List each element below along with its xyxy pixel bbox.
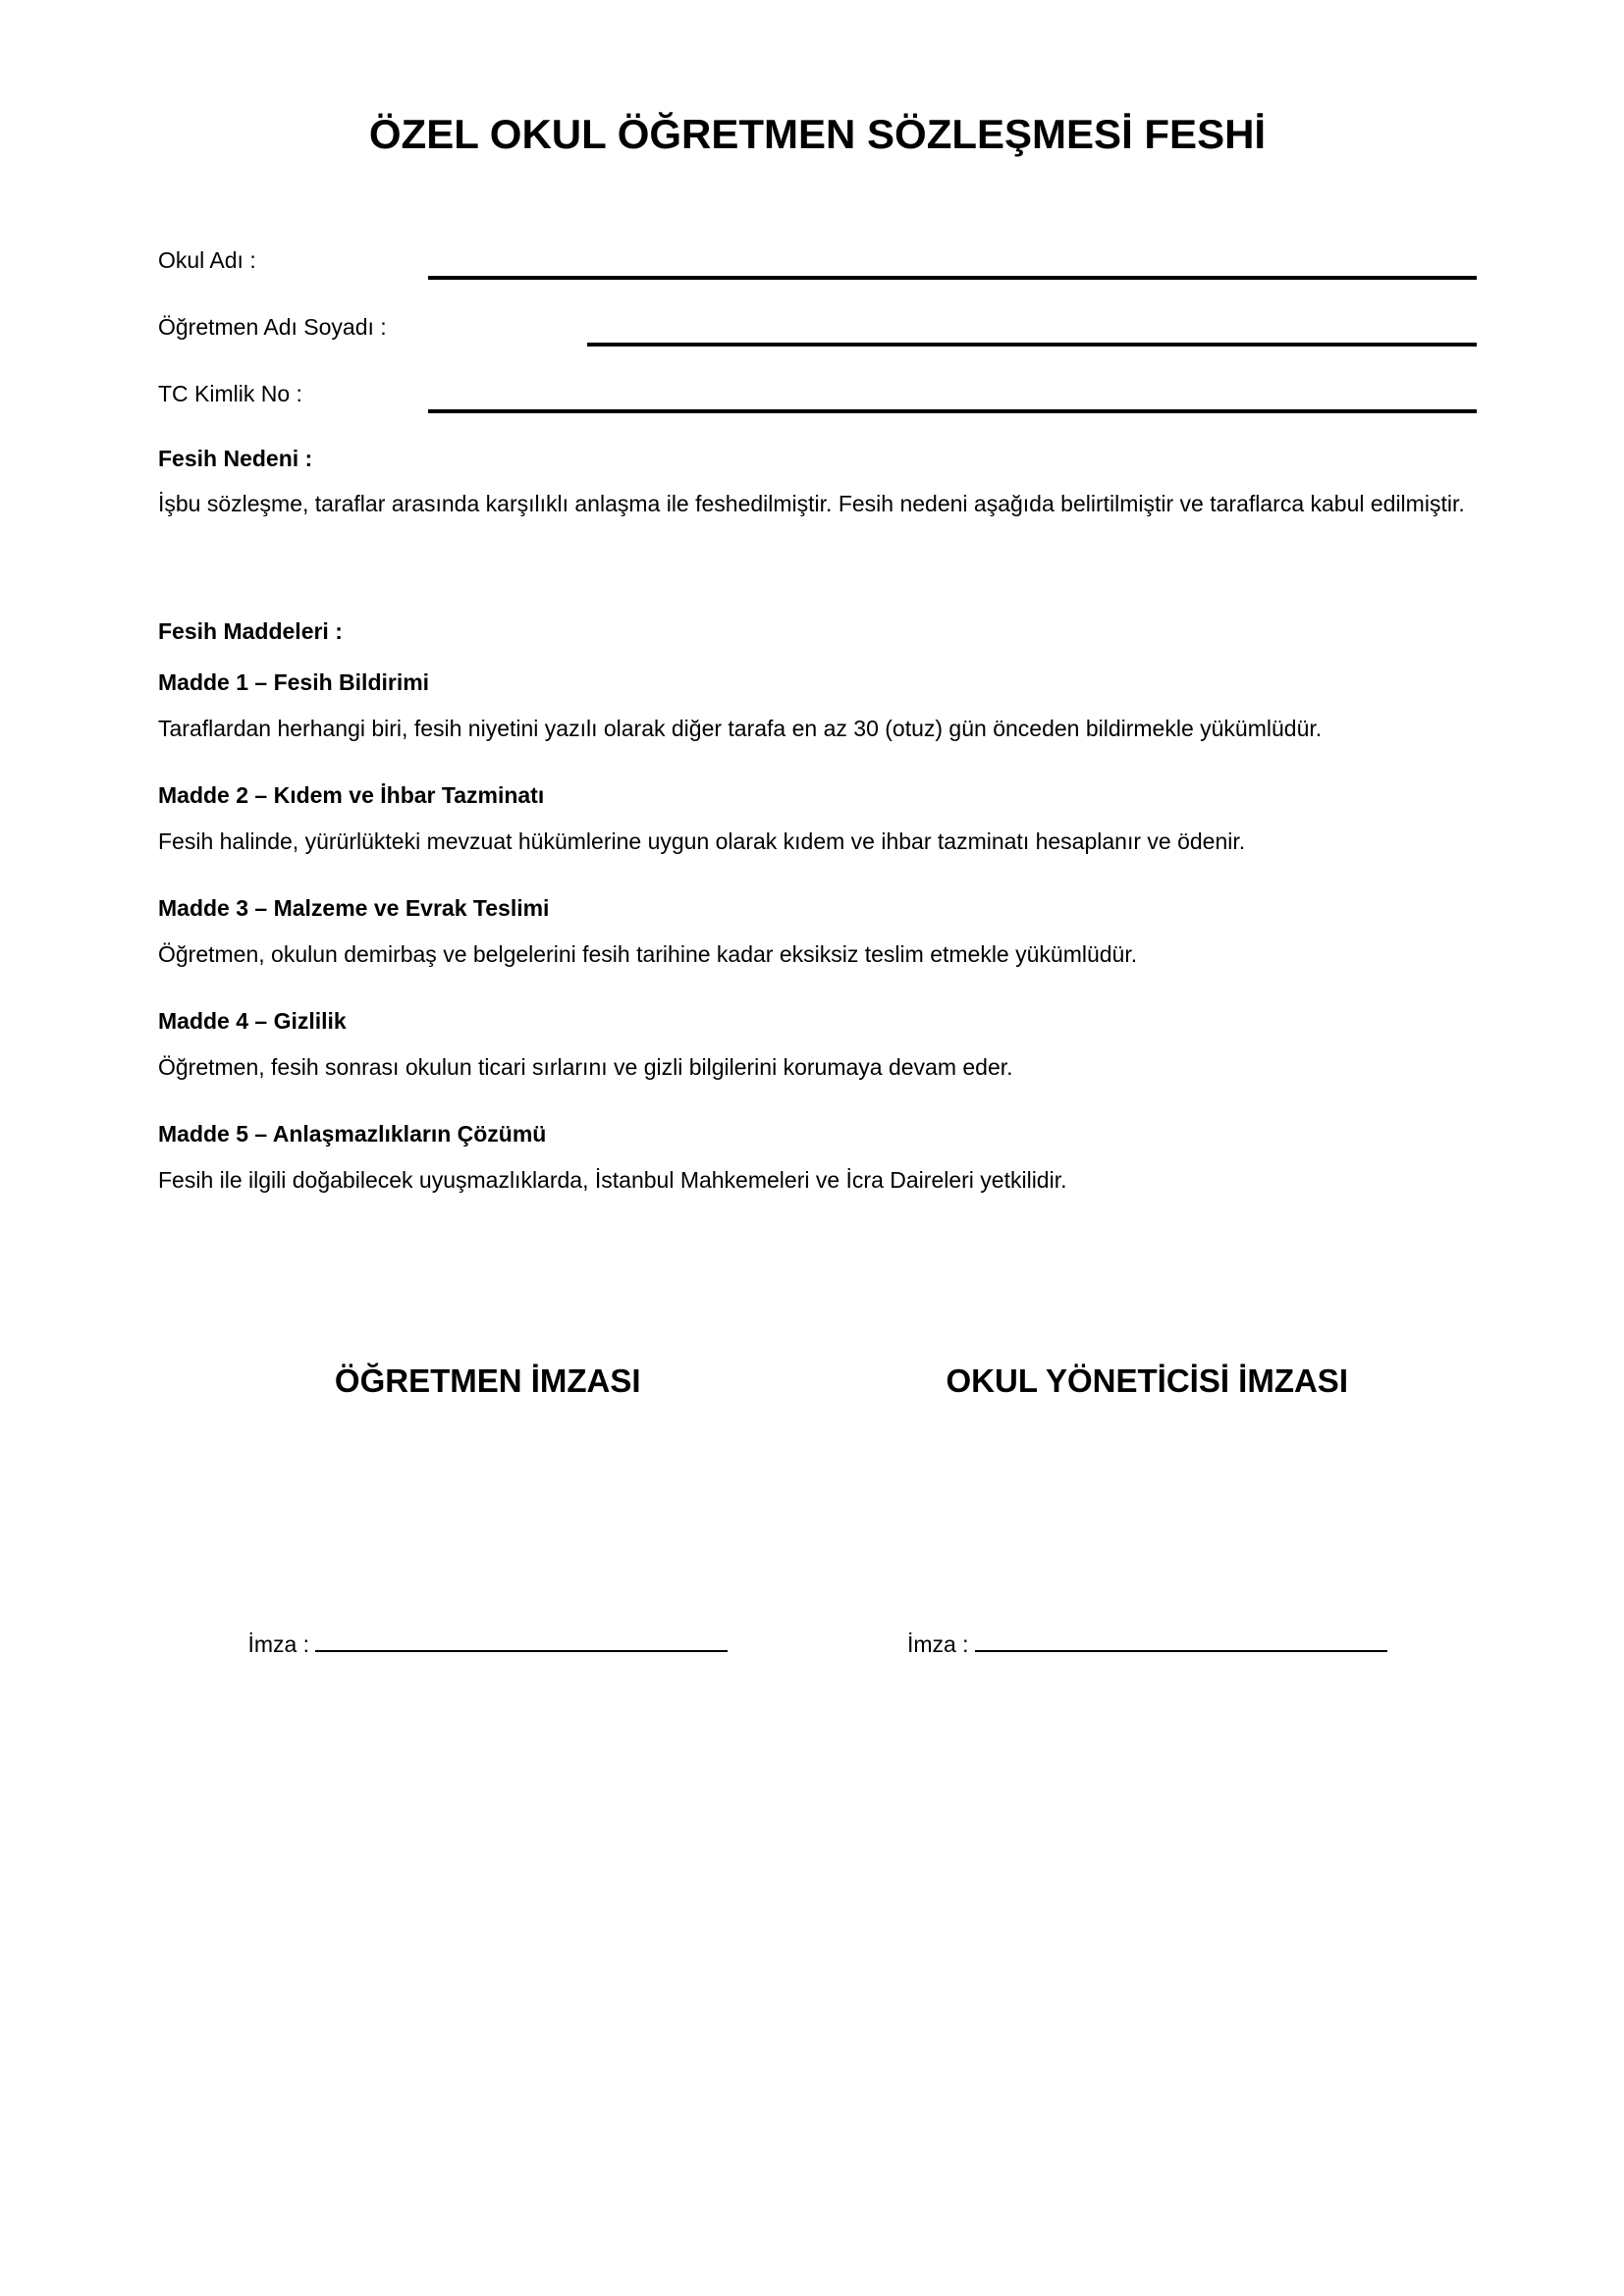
teacher-imza-row xyxy=(247,1619,728,1667)
ogretmen-adi-input-line xyxy=(587,304,1477,347)
teacher-signature-area xyxy=(158,1619,818,1667)
reason-section xyxy=(158,438,1477,524)
manager-signature-heading: OKUL YÖNETİCİSİ İMZASI xyxy=(946,1362,1348,1399)
header-fields xyxy=(158,238,1477,416)
field-row-okul-adi xyxy=(158,238,1477,283)
signature-lines-row xyxy=(158,1619,1477,1667)
field-row-tc-kimlik xyxy=(158,371,1477,416)
okul-adi-label: Okul Adı : xyxy=(158,247,256,273)
ogretmen-adi-label: Öğretmen Adı Soyadı : xyxy=(158,314,387,340)
reason-heading: Fesih Nedeni : xyxy=(158,446,313,471)
teacher-signature-heading: ÖĞRETMEN İMZASI xyxy=(334,1362,641,1399)
reason-body: İşbu sözleşme, taraflar arasında karşılıklı anlaşma ile feshedilmiştir. Fesih nedeni aşağıda belirtilmiştir ve taraflarca kabul edilmiştir. xyxy=(158,491,1465,516)
teacher-imza-label: İmza : xyxy=(247,1631,310,1657)
article-3 xyxy=(158,887,1477,975)
tc-kimlik-label: TC Kimlik No : xyxy=(158,381,302,406)
teacher-imza-signature-line xyxy=(315,1619,728,1652)
article-5-body: Fesih ile ilgili doğabilecek uyuşmazlıklarda, İstanbul Mahkemeleri ve İcra Daireleri yetkilidir. xyxy=(158,1167,1067,1193)
article-5-title: Madde 5 – Anlaşmazlıkların Çözümü xyxy=(158,1121,547,1147)
manager-signature-area xyxy=(818,1619,1478,1667)
article-1 xyxy=(158,662,1477,749)
manager-imza-signature-line xyxy=(975,1619,1387,1652)
article-2 xyxy=(158,774,1477,862)
article-5 xyxy=(158,1113,1477,1201)
article-4 xyxy=(158,1000,1477,1088)
signature-headings-row xyxy=(158,1358,1477,1405)
article-3-title: Madde 3 – Malzeme ve Evrak Teslimi xyxy=(158,895,550,921)
manager-imza-row xyxy=(907,1619,1387,1667)
article-2-body: Fesih halinde, yürürlükteki mevzuat hükümlerine uygun olarak kıdem ve ihbar tazminatı hesaplanır ve ödenir. xyxy=(158,828,1246,854)
okul-adi-input-line xyxy=(428,238,1477,280)
article-3-body: Öğretmen, okulun demirbaş ve belgelerini fesih tarihine kadar eksiksiz teslim etmekle yükümlüdür. xyxy=(158,941,1138,967)
manager-imza-label: İmza : xyxy=(906,1631,969,1657)
articles-heading: Fesih Maddeleri : xyxy=(158,618,343,644)
article-4-body: Öğretmen, fesih sonrası okulun ticari sırlarını ve gizli bilgilerini korumaya devam eder. xyxy=(158,1054,1013,1080)
article-1-body: Taraflardan herhangi biri, fesih niyetini yazılı olarak diğer tarafa en az 30 (otuz) gün önceden bildirmekle yükümlüdür. xyxy=(158,716,1323,741)
article-4-title: Madde 4 – Gizlilik xyxy=(158,1008,347,1034)
field-row-ogretmen-adi xyxy=(158,304,1477,349)
articles-list xyxy=(158,662,1477,1201)
page-title: ÖZEL OKUL ÖĞRETMEN SÖZLEŞMESİ FESHİ xyxy=(368,111,1267,157)
article-1-title: Madde 1 – Fesih Bildirimi xyxy=(158,669,430,695)
tc-kimlik-input-line xyxy=(428,371,1477,413)
article-2-title: Madde 2 – Kıdem ve İhbar Tazminatı xyxy=(158,782,545,808)
